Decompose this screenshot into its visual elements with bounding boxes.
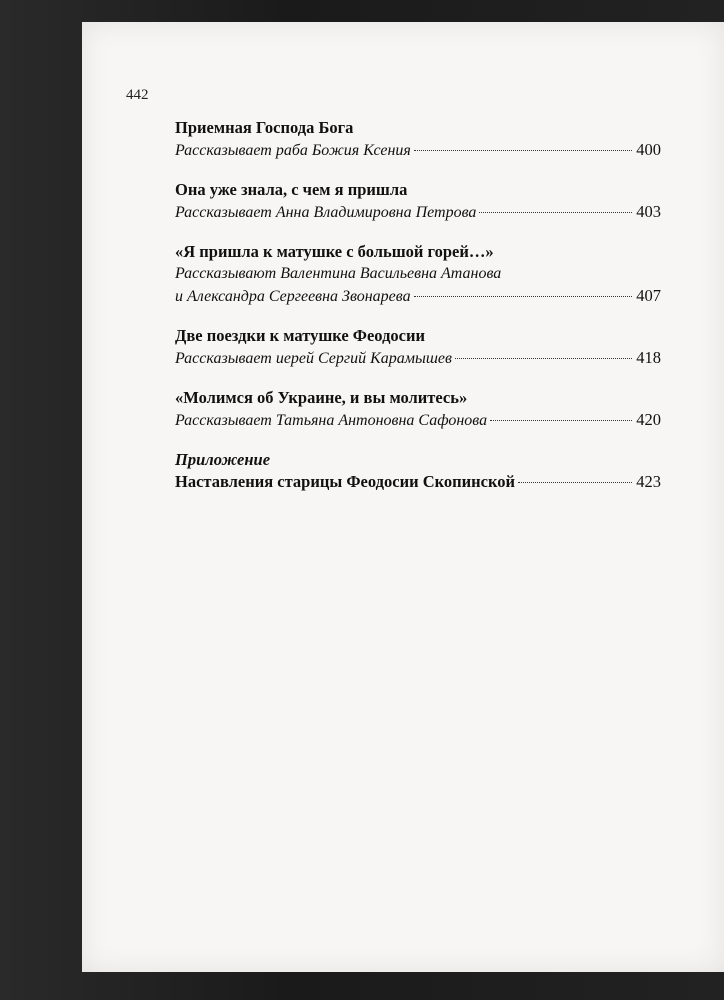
entry-page: 403 [636, 202, 661, 221]
entry-title: «Я пришла к матушке с большой горей…» [175, 242, 494, 261]
dot-leader [490, 420, 632, 421]
entry-page: 423 [636, 472, 661, 491]
toc-entry [175, 179, 661, 224]
toc-entry [175, 325, 661, 370]
appendix-title: Наставления старицы Феодосии Скопинской [175, 472, 516, 491]
entry-title: «Молимся об Украине, и вы молитесь» [175, 388, 468, 407]
entry-line [175, 263, 661, 285]
narrator-text: Рассказывает иерей Сергий Карамышев [175, 350, 452, 367]
entry-line [175, 201, 661, 224]
dot-leader [455, 358, 632, 359]
entry-line [175, 347, 661, 370]
entry-page: 418 [636, 348, 661, 367]
entry-line [175, 409, 661, 432]
narrator-text: и Александра Сергеевна Звонарева [175, 288, 411, 305]
entry-title: Две поездки к матушке Феодосии [175, 326, 426, 345]
narrator-text: Рассказывает Татьяна Антоновна Сафонова [175, 412, 488, 429]
toc-appendix [175, 449, 661, 493]
toc-entry [175, 117, 661, 162]
narrator-text: Рассказывают Валентина Васильевна Атанова [175, 265, 502, 282]
table-of-contents [175, 117, 661, 510]
book-page [82, 22, 724, 972]
entry-page: 400 [636, 140, 661, 159]
dot-leader [414, 150, 632, 151]
entry-title: Она уже знала, с чем я пришла [175, 180, 408, 199]
appendix-heading: Приложение [175, 450, 271, 469]
page-number: 442 [126, 87, 149, 103]
entry-line [175, 285, 661, 308]
toc-entry [175, 241, 661, 308]
entry-page: 407 [636, 286, 661, 305]
toc-entry [175, 387, 661, 432]
entry-line [175, 471, 661, 493]
narrator-text: Рассказывает Анна Владимировна Петрова [175, 204, 477, 221]
dot-leader [479, 212, 632, 213]
entry-page: 420 [636, 410, 661, 429]
dot-leader [518, 482, 632, 483]
entry-title: Приемная Господа Бога [175, 118, 354, 137]
dot-leader [414, 296, 632, 297]
narrator-text: Рассказывает раба Божия Ксения [175, 142, 411, 159]
entry-line [175, 139, 661, 162]
